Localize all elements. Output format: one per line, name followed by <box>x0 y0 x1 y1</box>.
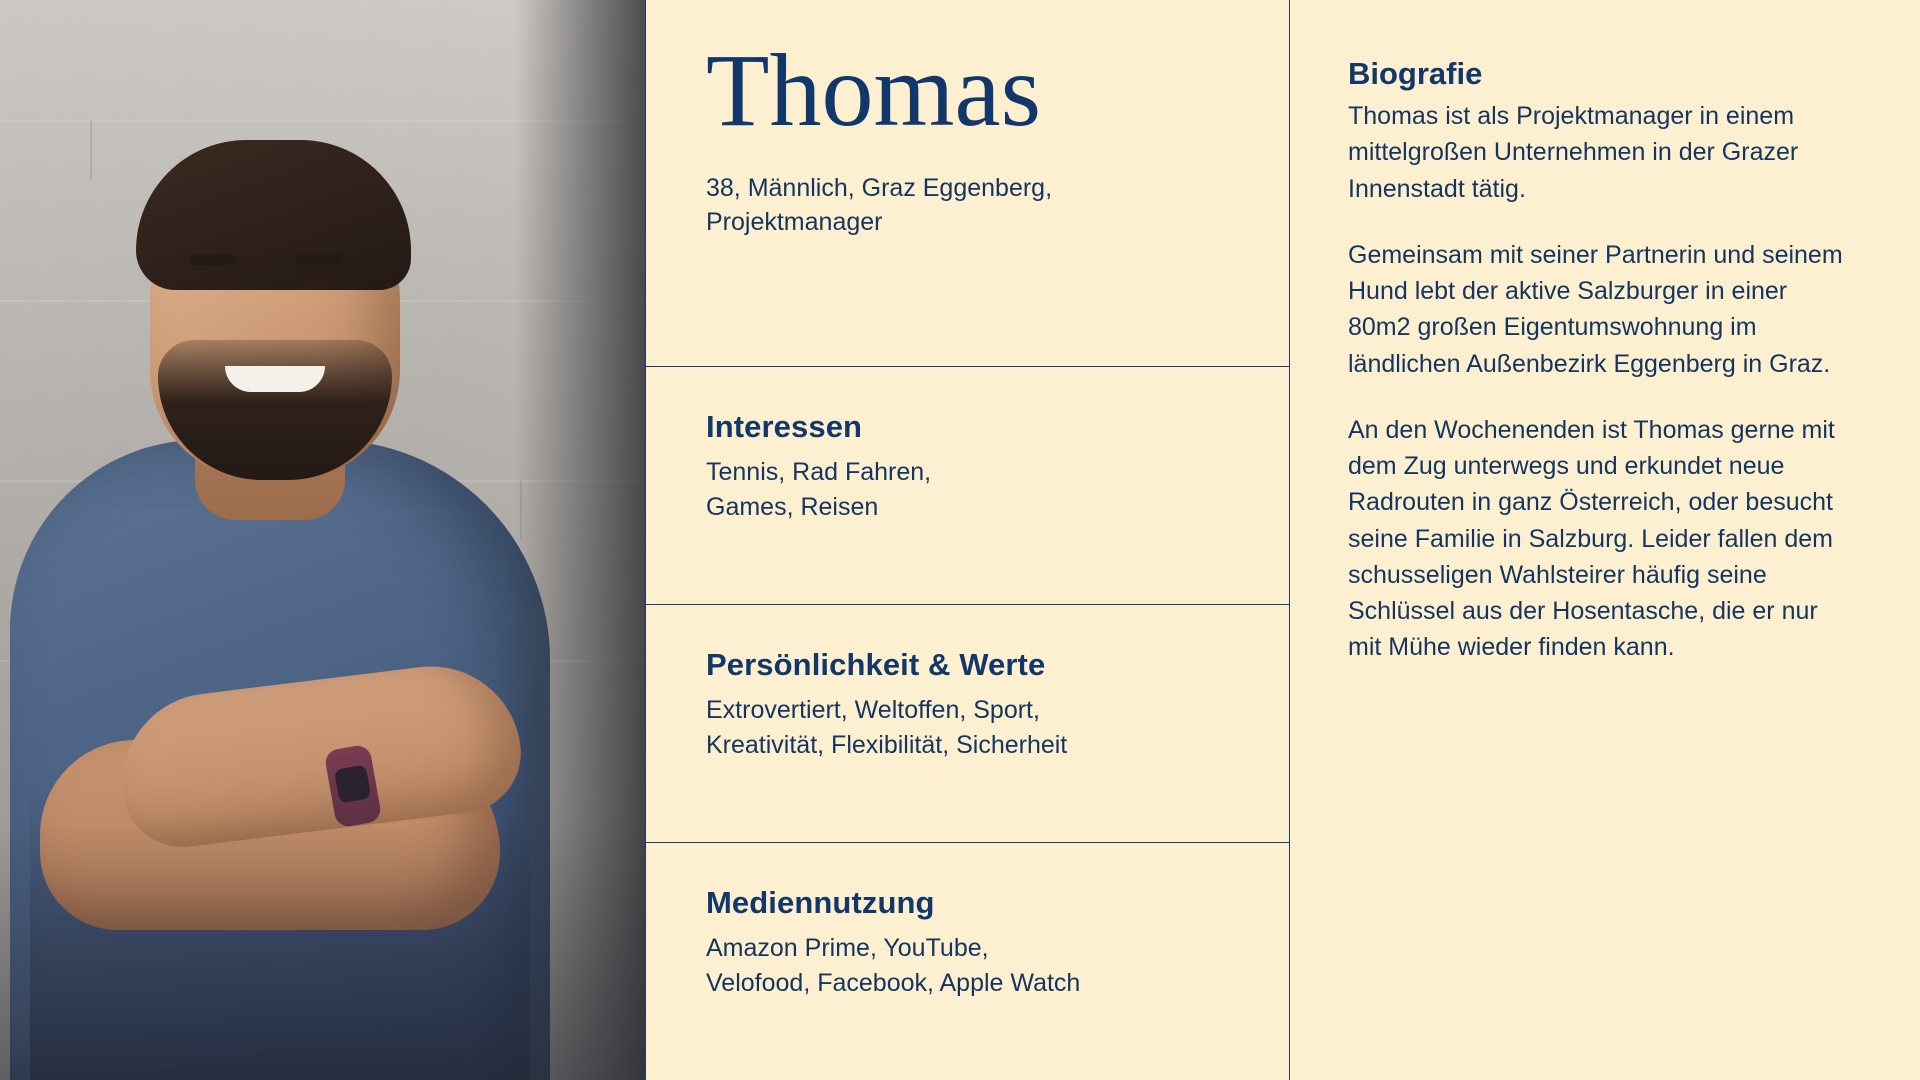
eyebrow-left <box>190 254 236 265</box>
section-title-interessen: Interessen <box>706 409 863 444</box>
section-body-persoenlichkeit-werte: Extrovertiert, Weltoffen, Sport, Kreativität, Flexibilität, Sicherheit <box>706 696 1068 759</box>
eye-right <box>300 278 334 290</box>
photo-bottom-shadow <box>0 820 645 1080</box>
section-title-persoenlichkeit-werte: Persönlichkeit & Werte <box>706 647 1046 682</box>
biography-title: Biografie <box>1348 56 1483 91</box>
persona-attributes-column <box>645 0 1290 1080</box>
section-mediennutzung <box>646 842 1289 1080</box>
eye-left <box>196 278 230 290</box>
biography-paragraph: An den Wochenenden ist Thomas gerne mit dem Zug unterwegs und erkundet neue Radrouten in ganz Österreich, oder besucht seine Familie in Salzburg. Leider fallen dem schusseligen Wahlsteirer häufig seine Schlüssel aus der Hosentasche, die er nur mit Mühe wieder finden kann. <box>1348 415 1835 662</box>
smile <box>225 366 325 392</box>
biography-paragraph: Thomas ist als Projektmanager in einem mittelgroßen Unternehmen in der Grazer Innenstadt tätig. <box>1348 102 1799 203</box>
section-title-mediennutzung: Mediennutzung <box>706 885 935 920</box>
section-body-interessen: Tennis, Rad Fahren, Games, Reisen <box>706 458 932 521</box>
persona-name: Thomas <box>706 33 1042 148</box>
section-interessen <box>646 366 1289 604</box>
persona-demographics: 38, Männlich, Graz Eggenberg, Projektmanager <box>706 174 1053 236</box>
biography-column <box>1290 0 1920 1080</box>
persona-photo <box>0 0 645 1080</box>
section-persoenlichkeit-werte <box>646 604 1289 842</box>
identity-block <box>646 0 1289 366</box>
section-body-mediennutzung: Amazon Prime, YouTube, Velofood, Facebook, Apple Watch <box>706 934 1081 997</box>
eyebrow-right <box>296 254 342 265</box>
hair <box>136 140 411 290</box>
biography-paragraph: Gemeinsam mit seiner Partnerin und seinem Hund lebt der aktive Salzburger in einer 80m2 großen Eigentumswohnung im ländlichen Außenbezirk Eggenberg in Graz. <box>1348 240 1843 378</box>
